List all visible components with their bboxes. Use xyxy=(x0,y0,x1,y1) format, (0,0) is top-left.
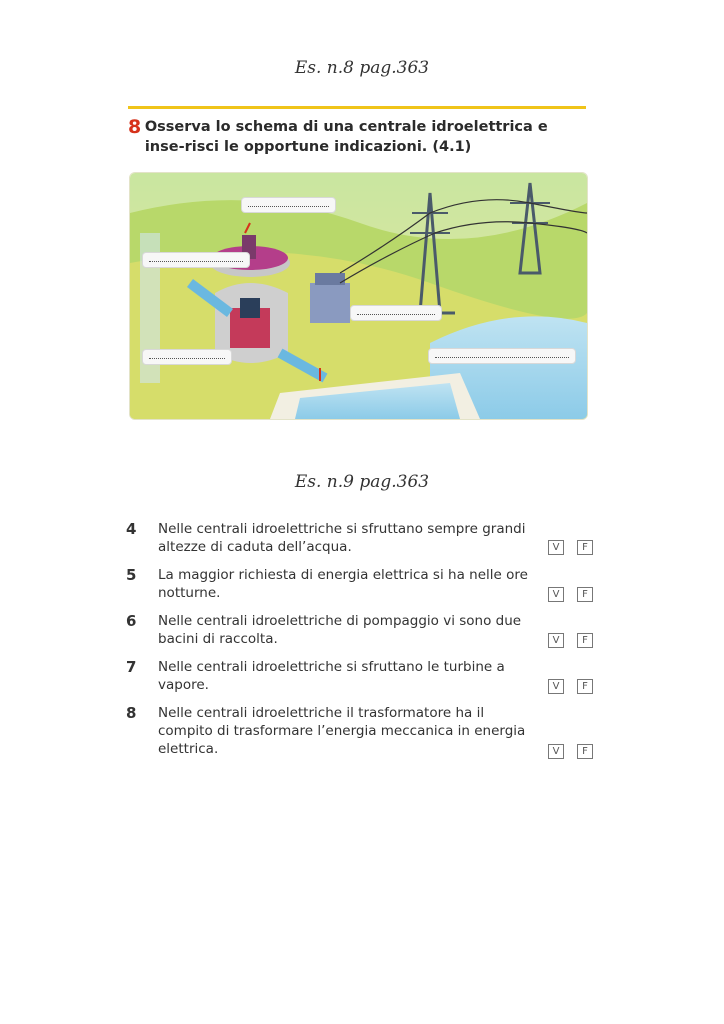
item-number: 5 xyxy=(126,566,137,584)
exercise-9-heading: Es. n.9 pag.363 xyxy=(294,472,430,492)
item-number: 6 xyxy=(126,612,137,630)
item-number: 7 xyxy=(126,658,137,676)
false-checkbox[interactable]: F xyxy=(577,744,593,759)
false-checkbox[interactable]: F xyxy=(577,679,593,694)
item-number: 4 xyxy=(126,520,137,538)
true-checkbox[interactable]: V xyxy=(548,540,564,555)
false-checkbox[interactable]: F xyxy=(577,540,593,555)
answer-blank-bottom-left[interactable] xyxy=(142,349,232,365)
hydroelectric-plant-diagram xyxy=(129,172,588,420)
true-checkbox[interactable]: V xyxy=(548,679,564,694)
plant-illustration xyxy=(130,173,587,419)
exercise-number: 8 xyxy=(128,116,142,138)
item-text: Nelle centrali idroelettriche di pompaggio vi sono due bacini di raccolta. xyxy=(158,613,522,647)
answer-blank-transformer[interactable] xyxy=(350,305,442,321)
item-text: Nelle centrali idroelettriche il trasformatore ha il compito di trasformare l’energia meccanica in energia elettrica. xyxy=(158,705,526,757)
true-checkbox[interactable]: V xyxy=(548,633,564,648)
false-checkbox[interactable]: F xyxy=(577,633,593,648)
item-text: Nelle centrali idroelettriche si sfruttano sempre grandi altezze di caduta dell’acqua. xyxy=(158,521,526,555)
true-checkbox[interactable]: V xyxy=(548,744,564,759)
divider xyxy=(128,106,586,109)
exercise-instruction: Osserva lo schema di una centrale idroelettrica e inse-risci le opportune indicazioni. (4.1) xyxy=(144,119,548,155)
item-text: La maggior richiesta di energia elettrica si ha nelle ore notturne. xyxy=(158,567,528,601)
item-text: Nelle centrali idroelettriche si sfruttano le turbine a vapore. xyxy=(158,659,505,693)
false-checkbox[interactable]: F xyxy=(577,587,593,602)
answer-blank-right[interactable] xyxy=(428,348,576,364)
answer-blank-top[interactable] xyxy=(241,197,336,213)
exercise-8-block xyxy=(128,106,586,157)
exercise-8-heading: Es. n.8 pag.363 xyxy=(294,58,430,78)
item-number: 8 xyxy=(126,704,137,722)
true-checkbox[interactable]: V xyxy=(548,587,564,602)
answer-blank-left[interactable] xyxy=(142,252,250,268)
